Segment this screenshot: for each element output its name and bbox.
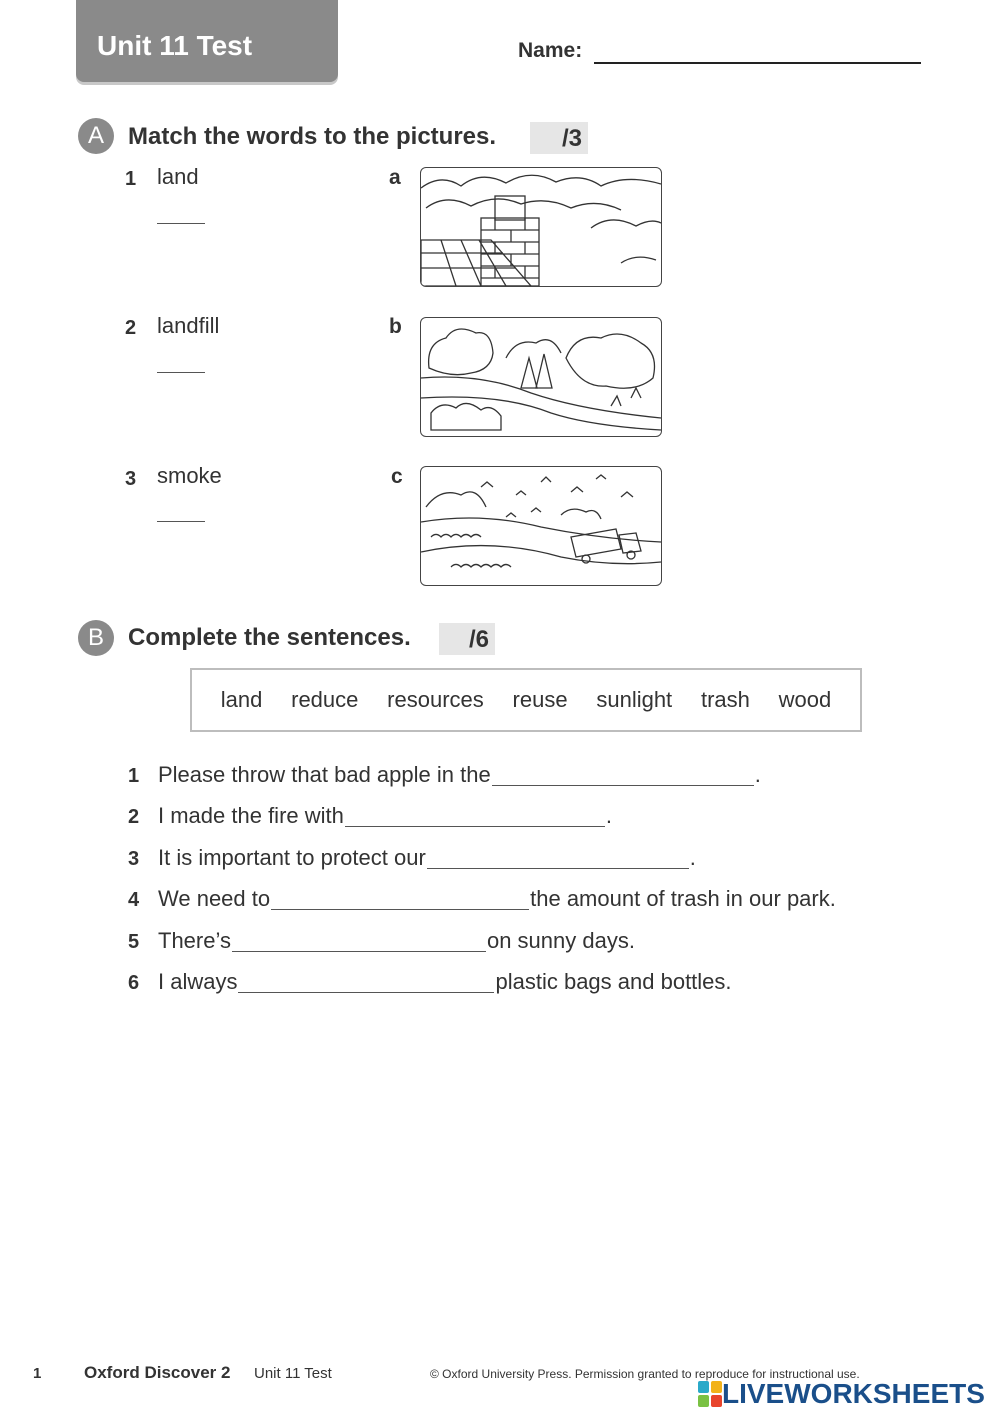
answer-blank-2[interactable] (157, 372, 205, 373)
section-b-badge: B (78, 620, 114, 656)
sentence-number: 2 (128, 806, 140, 828)
section-a-score: /3 (530, 122, 588, 154)
sentence-number: 6 (128, 972, 140, 994)
sentence-number: 1 (128, 765, 140, 787)
sentence-number: 3 (128, 848, 140, 870)
liveworksheets-logo (698, 1378, 985, 1410)
page-number: 1 (33, 1365, 42, 1382)
picture-letter: c (391, 465, 403, 488)
sentence-text: I made the fire with (158, 803, 344, 828)
sentence-text: on sunny days. (486, 928, 635, 953)
sentence-text: . (754, 762, 761, 787)
section-a-instruction: Match the words to the pictures. (128, 123, 497, 150)
sentence-text: It is important to protect our (158, 845, 426, 870)
sentence-number: 5 (128, 931, 140, 953)
footer-unit: Unit 11 Test (254, 1365, 332, 1382)
sentence-3 (128, 845, 696, 871)
section-b-instruction: Complete the sentences. (128, 624, 411, 651)
picture-chimney-smoke (420, 167, 662, 287)
picture-letter: b (389, 315, 402, 338)
sentence-text: Please throw that bad apple in the (158, 762, 491, 787)
sentence-text: I always (158, 969, 238, 994)
word-bank-item: sunlight (596, 687, 673, 712)
sentence-1 (128, 762, 761, 788)
sentence-text: We need to (158, 886, 271, 911)
item-word: landfill (157, 313, 220, 338)
sentence-blank-2[interactable] (345, 826, 605, 827)
sentence-text: There’s (158, 928, 231, 953)
copyright-notice: © Oxford University Press. Permission granted to reproduce for instructional use. (430, 1367, 860, 1381)
answer-blank-1[interactable] (157, 223, 205, 224)
item-word: land (157, 164, 199, 189)
word-bank-item: resources (387, 687, 484, 712)
sentence-text: the amount of trash in our park. (530, 886, 836, 911)
liveworksheets-wordmark: LIVEWORKSHEETS (722, 1378, 985, 1409)
word-bank-item: wood (778, 687, 832, 712)
book-title: Oxford Discover 2 (84, 1363, 231, 1382)
word-bank (190, 668, 862, 732)
sentence-number: 4 (128, 889, 140, 911)
sentence-text: plastic bags and bottles. (495, 969, 732, 994)
sentence-text: . (605, 803, 612, 828)
word-bank-item: land (220, 687, 263, 712)
green-land-illustration (421, 318, 661, 436)
section-b-score: /6 (439, 623, 495, 655)
word-bank-item: trash (700, 687, 750, 712)
sentence-5 (128, 928, 635, 954)
sentence-2 (128, 803, 612, 829)
item-number: 3 (125, 468, 137, 490)
name-input-line[interactable] (594, 62, 921, 64)
section-a-badge: A (78, 118, 114, 154)
chimney-smoke-illustration (421, 168, 661, 286)
sentence-4 (128, 886, 836, 912)
sentence-text: . (689, 845, 696, 870)
sentence-blank-6[interactable] (238, 992, 494, 993)
word-bank-item: reduce (291, 687, 359, 712)
answer-blank-3[interactable] (157, 521, 205, 522)
item-number: 1 (125, 168, 137, 190)
sentence-6 (128, 969, 732, 995)
item-number: 2 (125, 317, 137, 339)
liveworksheets-logo-icon (698, 1381, 722, 1407)
picture-green-land (420, 317, 662, 437)
sentence-blank-3[interactable] (427, 868, 689, 869)
page-title: Unit 11 Test (97, 30, 253, 61)
item-word: smoke (157, 463, 222, 488)
sentence-blank-4[interactable] (271, 909, 529, 910)
picture-landfill (420, 466, 662, 586)
name-label: Name: (518, 39, 583, 62)
sentence-blank-1[interactable] (492, 785, 754, 786)
word-bank-item: reuse (512, 687, 568, 712)
landfill-illustration (421, 467, 661, 585)
sentence-blank-5[interactable] (232, 951, 486, 952)
picture-letter: a (389, 166, 401, 189)
